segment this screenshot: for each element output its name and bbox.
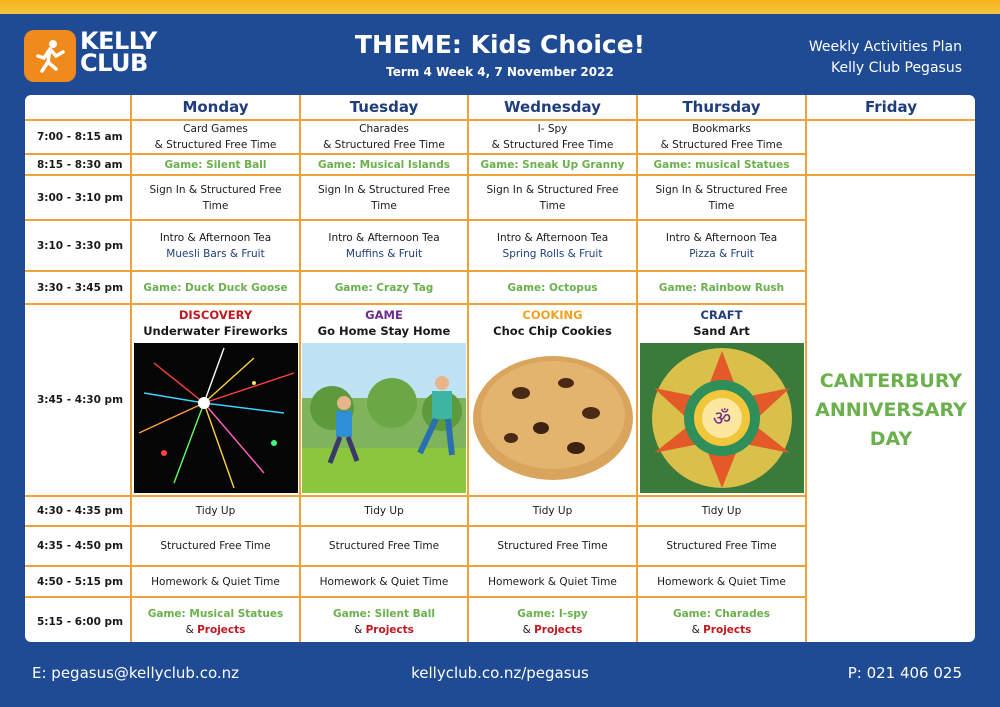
free-time-monday: Structured Free Time (131, 526, 300, 566)
day-header-tuesday: Tuesday (300, 95, 468, 120)
sand-art-photo-icon (640, 343, 804, 493)
activity-title: Underwater Fireworks (143, 324, 288, 338)
cookie-photo-icon (471, 343, 635, 493)
afternoon-game-monday: Game: Duck Duck Goose (131, 271, 300, 304)
sign-in-monday: Sign In & Structured Free Time (131, 175, 300, 220)
activity-title: Go Home Stay Home (317, 324, 451, 338)
running-kids-photo-icon (302, 343, 466, 493)
sign-in-wednesday: Sign In & Structured Free Time (468, 175, 637, 220)
morning-activity-tuesday: Charades & Structured Free Time (300, 120, 468, 154)
evening-tuesday: Game: Silent Ball & Projects (300, 597, 468, 642)
fireworks-photo-icon (134, 343, 298, 493)
day-header-monday: Monday (131, 95, 300, 120)
friday-holiday-notice: CANTERBURY ANNIVERSARY DAY (806, 175, 975, 642)
free-time-tuesday: Structured Free Time (300, 526, 468, 566)
sign-in-tuesday: Sign In & Structured Free Time (300, 175, 468, 220)
activity-wednesday (468, 304, 637, 496)
morning-activity-monday: Card Games & Structured Free Time (131, 120, 300, 154)
activity-tuesday (300, 304, 468, 496)
activity-monday (131, 304, 300, 496)
friday-morning-cell (806, 120, 975, 175)
day-header-wednesday: Wednesday (468, 95, 637, 120)
plan-title: Weekly Activities Plan Kelly Club Pegasus (808, 39, 962, 76)
time-slot: 4:50 - 5:15 pm (25, 566, 131, 597)
homework-wednesday: Homework & Quiet Time (468, 566, 637, 597)
sign-in-thursday: Sign In & Structured Free Time (637, 175, 806, 220)
morning-game-wednesday: Game: Sneak Up Granny (468, 154, 637, 175)
time-slot: 4:35 - 4:50 pm (25, 526, 131, 566)
afternoon-tea-wednesday: Intro & Afternoon Tea Spring Rolls & Fruit (468, 220, 637, 271)
activity-category: COOKING (522, 308, 583, 322)
afternoon-game-thursday: Game: Rainbow Rush (637, 271, 806, 304)
footer-phone[interactable]: P: 021 406 025 (847, 664, 962, 682)
evening-monday: Game: Musical Statues & Projects (131, 597, 300, 642)
term-week-subtitle: Term 4 Week 4, 7 November 2022 (386, 65, 614, 79)
morning-game-thursday: Game: musical Statues (637, 154, 806, 175)
kelly-club-logo-icon (24, 30, 76, 82)
tidy-up-tuesday: Tidy Up (300, 496, 468, 526)
top-accent-stripe (0, 0, 1000, 14)
footer-website[interactable]: kellyclub.co.nz/pegasus (411, 664, 589, 682)
activity-title: Choc Chip Cookies (493, 324, 612, 338)
free-time-thursday: Structured Free Time (637, 526, 806, 566)
day-header-friday: Friday (806, 95, 975, 120)
theme-title: THEME: Kids Choice! (354, 30, 646, 59)
time-slot: 7:00 - 8:15 am (25, 120, 131, 154)
morning-game-tuesday: Game: Musical Islands (300, 154, 468, 175)
afternoon-game-tuesday: Game: Crazy Tag (300, 271, 468, 304)
time-slot: 3:10 - 3:30 pm (25, 220, 131, 271)
corner-cell (25, 95, 131, 120)
activity-title: Sand Art (693, 324, 750, 338)
free-time-wednesday: Structured Free Time (468, 526, 637, 566)
afternoon-tea-monday: Intro & Afternoon Tea Muesli Bars & Fruit (131, 220, 300, 271)
homework-thursday: Homework & Quiet Time (637, 566, 806, 597)
time-slot: 5:15 - 6:00 pm (25, 597, 131, 642)
logo-wordmark: KELLY CLUB (80, 27, 157, 77)
tidy-up-monday: Tidy Up (131, 496, 300, 526)
tidy-up-thursday: Tidy Up (637, 496, 806, 526)
morning-activity-wednesday: I- Spy & Structured Free Time (468, 120, 637, 154)
activity-category: DISCOVERY (178, 308, 253, 322)
time-slot: 3:45 - 4:30 pm (25, 304, 131, 496)
afternoon-tea-thursday: Intro & Afternoon Tea Pizza & Fruit (637, 220, 806, 271)
footer-email[interactable]: E: pegasus@kellyclub.co.nz (32, 664, 240, 682)
evening-thursday: Game: Charades & Projects (637, 597, 806, 642)
activity-category: GAME (365, 308, 403, 322)
evening-wednesday: Game: I-spy & Projects (468, 597, 637, 642)
homework-monday: Homework & Quiet Time (131, 566, 300, 597)
morning-game-monday: Game: Silent Ball (131, 154, 300, 175)
time-slot: 3:00 - 3:10 pm (25, 175, 131, 220)
time-slot: 4:30 - 4:35 pm (25, 496, 131, 526)
activity-thursday (637, 304, 806, 496)
day-header-thursday: Thursday (637, 95, 806, 120)
afternoon-tea-tuesday: Intro & Afternoon Tea Muffins & Fruit (300, 220, 468, 271)
tidy-up-wednesday: Tidy Up (468, 496, 637, 526)
time-slot: 8:15 - 8:30 am (25, 154, 131, 175)
time-slot: 3:30 - 3:45 pm (25, 271, 131, 304)
activity-category: CRAFT (700, 308, 743, 322)
homework-tuesday: Homework & Quiet Time (300, 566, 468, 597)
schedule-table (25, 95, 975, 642)
afternoon-game-wednesday: Game: Octopus (468, 271, 637, 304)
svg-text:ॐ: ॐ (712, 406, 731, 430)
morning-activity-thursday: Bookmarks & Structured Free Time (637, 120, 806, 154)
